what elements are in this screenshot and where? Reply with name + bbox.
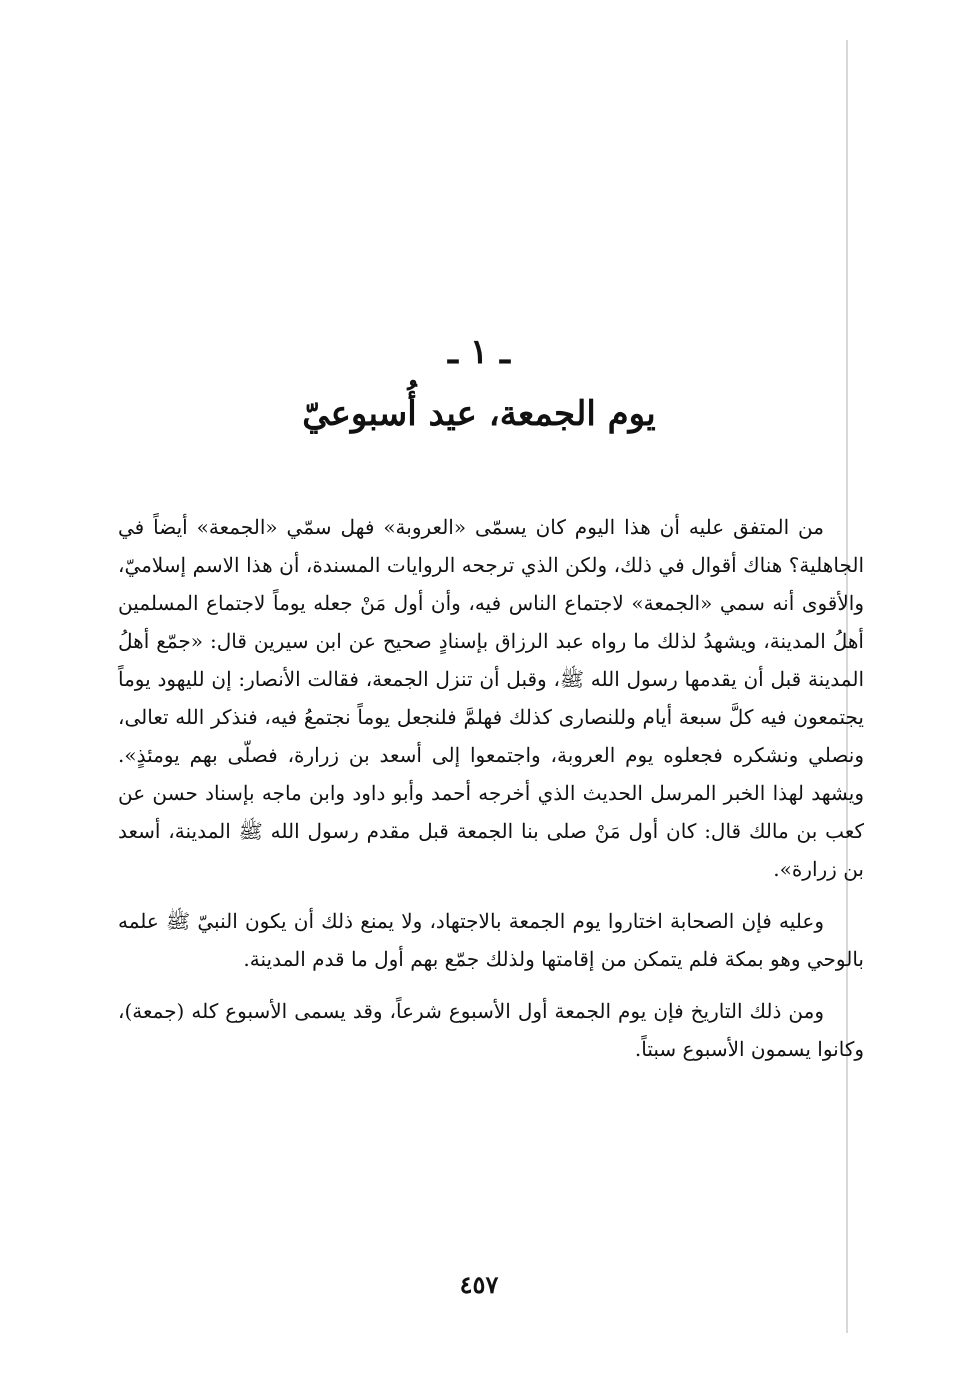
- paragraph-3: ومن ذلك التاريخ فإن يوم الجمعة أول الأسبوع شرعاً، وقد يسمى الأسبوع كله (جمعة)، وكانوا يسمون الأسبوع سبتاً.: [118, 999, 864, 1061]
- body-text: [118, 508, 864, 1082]
- paragraph-1: من المتفق عليه أن هذا اليوم كان يسمّى «العروبة» فهل سمّي «الجمعة» أيضاً في الجاهلية؟ هناك أقوال في ذلك، ولكن الذي ترجحه الروايات المسندة، أن هذا الاسم إسلاميّ، والأقوى أنه سمي «الجمعة» لاجتماع الناس فيه، وأن أول مَنْ جعله يوماً لاجتماع المسلمين أهلُ المدينة، ويشهدُ لذلك ما رواه عبد الرزاق بإسنادٍ صحيح عن ابن سيرين قال: «جمّع أهلُ المدينة قبل أن يقدمها رسول الله ﷺ، وقبل أن تنزل الجمعة، فقالت الأنصار: إن لليهود يوماً يجتمعون فيه كلَّ سبعة أيام وللنصارى كذلك فهلمَّ فلنجعل يوماً نجتمعُ فيه، فنذكر الله تعالى، ونصلي ونشكره فجعلوه يوم العروبة، واجتمعوا إلى أسعد بن زرارة، فصلّى بهم يومئذٍ». ويشهد لهذا الخبر المرسل الحديث الذي أخرجه أحمد وأبو داود وابن ماجه بإسناد حسن عن كعب بن مالك قال: كان أول مَنْ صلى بنا الجمعة قبل مقدم رسول الله ﷺ المدينة، أسعد بن زرارة».: [118, 515, 864, 881]
- chapter-header: [0, 330, 958, 438]
- paragraph-2: وعليه فإن الصحابة اختاروا يوم الجمعة بالاجتهاد، ولا يمنع ذلك أن يكون النبيّ ﷺ علمه بالوحي وهو بمكة فلم يتمكن من إقامتها ولذلك جمّع بهم أول ما قدم المدينة.: [118, 909, 864, 971]
- chapter-title: يوم الجمعة، عيد أُسبوعيّ: [302, 394, 656, 434]
- chapter-number: ـ ١ ـ: [448, 332, 510, 372]
- page-number: ٤٥٧: [459, 1270, 499, 1299]
